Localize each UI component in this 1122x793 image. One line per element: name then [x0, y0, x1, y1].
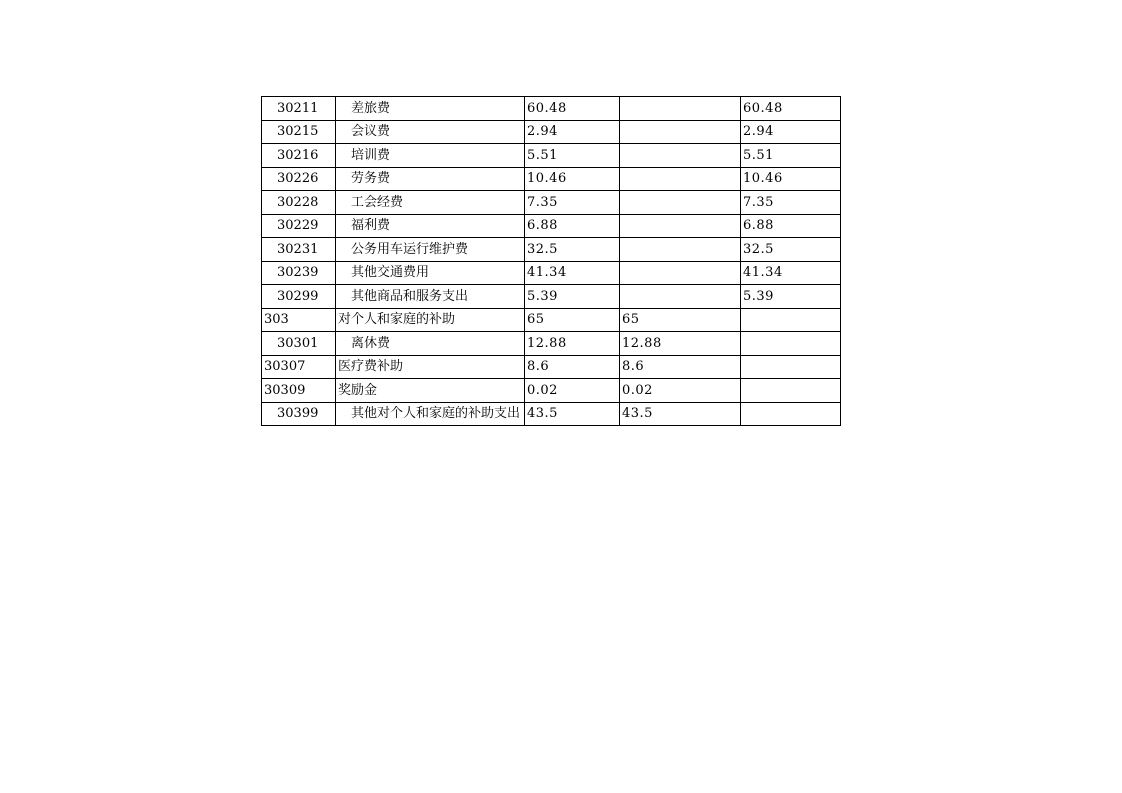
subject-code-cell: 30299 — [262, 285, 336, 309]
basic-expense-cell: 0.02 — [620, 379, 741, 403]
basic-expense-cell — [620, 214, 741, 238]
project-expense-cell: 10.46 — [741, 167, 841, 191]
table-row — [262, 261, 841, 285]
project-expense-cell: 41.34 — [741, 261, 841, 285]
basic-expense-cell: 12.88 — [620, 332, 741, 356]
table-row — [262, 97, 841, 121]
subject-code-cell: 30211 — [262, 97, 336, 121]
table-row — [262, 120, 841, 144]
subject-name-cell: 奖励金 — [336, 379, 525, 403]
subject-code-cell: 303 — [262, 308, 336, 332]
subject-code-cell: 30239 — [262, 261, 336, 285]
table-row — [262, 379, 841, 403]
project-expense-cell: 32.5 — [741, 238, 841, 262]
subject-name-cell: 培训费 — [336, 144, 525, 168]
total-amount-cell: 41.34 — [525, 261, 620, 285]
subject-name-cell: 会议费 — [336, 120, 525, 144]
basic-expense-cell: 65 — [620, 308, 741, 332]
table-row — [262, 308, 841, 332]
subject-code-cell: 30307 — [262, 355, 336, 379]
subject-name-cell: 劳务费 — [336, 167, 525, 191]
total-amount-cell: 32.5 — [525, 238, 620, 262]
total-amount-cell: 43.5 — [525, 402, 620, 426]
table-row — [262, 214, 841, 238]
project-expense-cell: 5.39 — [741, 285, 841, 309]
subject-code-cell: 30399 — [262, 402, 336, 426]
subject-name-cell: 其他对个人和家庭的补助支出 — [336, 402, 525, 426]
table-row — [262, 191, 841, 215]
subject-code-cell: 30216 — [262, 144, 336, 168]
basic-expense-cell — [620, 144, 741, 168]
project-expense-cell: 60.48 — [741, 97, 841, 121]
project-expense-cell: 5.51 — [741, 144, 841, 168]
total-amount-cell: 12.88 — [525, 332, 620, 356]
basic-expense-cell — [620, 285, 741, 309]
subject-code-cell: 30228 — [262, 191, 336, 215]
subject-name-cell: 对个人和家庭的补助 — [336, 308, 525, 332]
total-amount-cell: 65 — [525, 308, 620, 332]
subject-code-cell: 30226 — [262, 167, 336, 191]
subject-name-cell: 公务用车运行维护费 — [336, 238, 525, 262]
subject-code-cell: 30309 — [262, 379, 336, 403]
project-expense-cell: 2.94 — [741, 120, 841, 144]
subject-code-cell: 30215 — [262, 120, 336, 144]
subject-name-cell: 福利费 — [336, 214, 525, 238]
project-expense-cell — [741, 402, 841, 426]
project-expense-cell — [741, 355, 841, 379]
subject-code-cell: 30231 — [262, 238, 336, 262]
project-expense-cell — [741, 332, 841, 356]
total-amount-cell: 5.51 — [525, 144, 620, 168]
budget-table — [261, 96, 841, 426]
table-row — [262, 285, 841, 309]
subject-name-cell: 其他商品和服务支出 — [336, 285, 525, 309]
table-row — [262, 238, 841, 262]
project-expense-cell: 7.35 — [741, 191, 841, 215]
project-expense-cell — [741, 379, 841, 403]
total-amount-cell: 60.48 — [525, 97, 620, 121]
table-row — [262, 144, 841, 168]
basic-expense-cell — [620, 191, 741, 215]
subject-name-cell: 医疗费补助 — [336, 355, 525, 379]
project-expense-cell: 6.88 — [741, 214, 841, 238]
total-amount-cell: 7.35 — [525, 191, 620, 215]
basic-expense-cell — [620, 167, 741, 191]
subject-code-cell: 30229 — [262, 214, 336, 238]
basic-expense-cell — [620, 97, 741, 121]
basic-expense-cell — [620, 238, 741, 262]
table-row — [262, 355, 841, 379]
total-amount-cell: 2.94 — [525, 120, 620, 144]
subject-name-cell: 差旅费 — [336, 97, 525, 121]
basic-expense-cell: 43.5 — [620, 402, 741, 426]
total-amount-cell: 5.39 — [525, 285, 620, 309]
basic-expense-cell — [620, 261, 741, 285]
basic-expense-cell: 8.6 — [620, 355, 741, 379]
total-amount-cell: 6.88 — [525, 214, 620, 238]
total-amount-cell: 0.02 — [525, 379, 620, 403]
subject-code-cell: 30301 — [262, 332, 336, 356]
table-row — [262, 332, 841, 356]
budget-table-body — [262, 97, 841, 426]
subject-name-cell: 其他交通费用 — [336, 261, 525, 285]
subject-name-cell: 离休费 — [336, 332, 525, 356]
total-amount-cell: 8.6 — [525, 355, 620, 379]
table-row — [262, 167, 841, 191]
subject-name-cell: 工会经费 — [336, 191, 525, 215]
total-amount-cell: 10.46 — [525, 167, 620, 191]
table-row — [262, 402, 841, 426]
project-expense-cell — [741, 308, 841, 332]
basic-expense-cell — [620, 120, 741, 144]
